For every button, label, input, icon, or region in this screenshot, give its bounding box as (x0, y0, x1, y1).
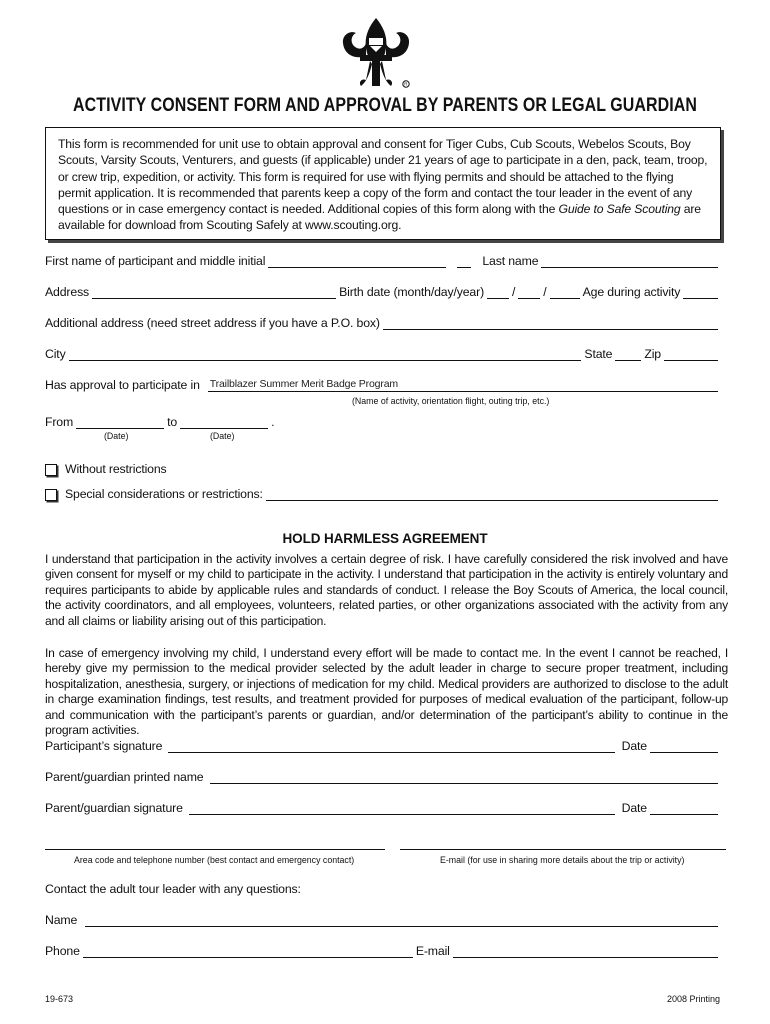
leader-phone-field[interactable] (83, 946, 413, 958)
approval-row (45, 378, 721, 392)
contact-heading-row (45, 882, 721, 896)
additional-address-label: Additional address (need street address if you have a P.O. box) (45, 316, 380, 330)
special-considerations-field[interactable] (266, 489, 718, 501)
form-number: 19-673 (45, 994, 74, 1004)
last-name-field[interactable] (541, 256, 718, 268)
birth-month-field[interactable] (487, 287, 509, 299)
activity-name-field[interactable] (208, 380, 718, 392)
leader-email-field[interactable] (453, 946, 718, 958)
from-date-caption: (Date) (104, 431, 129, 441)
intro-box (45, 127, 721, 240)
participant-signature-field[interactable] (168, 741, 614, 753)
city-field[interactable] (69, 349, 582, 361)
city-row (45, 347, 721, 361)
to-date-field[interactable] (180, 417, 268, 429)
to-label: to (167, 415, 178, 429)
guardian-date-field[interactable] (650, 803, 718, 815)
age-field[interactable] (683, 287, 718, 299)
additional-address-field[interactable] (383, 318, 718, 330)
email-caption: E-mail (for use in sharing more details about the trip or activity) (440, 855, 685, 865)
guide-title: Guide to Safe Scouting (558, 202, 681, 217)
svg-text:R: R (404, 81, 408, 87)
printed-name-field[interactable] (210, 772, 719, 784)
leader-name-field[interactable] (85, 915, 718, 927)
date-slash: / (543, 285, 547, 299)
phone-caption: Area code and telephone number (best contact and emergency contact) (74, 855, 355, 865)
birth-year-field[interactable] (550, 287, 580, 299)
guardian-signature-label: Parent/guardian signature (45, 801, 183, 815)
guardian-signature-row (45, 801, 721, 815)
birth-date-label: Birth date (month/day/year) (339, 285, 485, 299)
leader-email-label: E-mail (415, 944, 450, 958)
guardian-date-label: Date (621, 801, 647, 815)
without-restrictions-label: Without restrictions (65, 462, 167, 476)
email-field[interactable] (400, 849, 726, 850)
emergency-paragraph: In case of emergency involving my child, I understand every effort will be made to contact me. In the event I cannot be reached, I hereby give my permission to the medical provider selected by the adult leader in charge to secure proper treatment, including hospitalization, anesthesia, surgery, or injections of medication for my child. Medical providers are authorized to disclose to the adult in charge examination findings, test results, and treatment provided for purposes of medical evaluation of the participant, follow-up and communication with the participant’s parents or guardian, and/or determination of the participant’s ability to continue in the program activities. (45, 646, 728, 738)
address-label: Address (45, 285, 90, 299)
first-name-label: First name of participant and middle initial (45, 254, 266, 268)
printed-name-row (45, 770, 721, 784)
printed-name-label: Parent/guardian printed name (45, 770, 204, 784)
participant-date-label: Date (621, 739, 647, 753)
special-considerations-row (45, 487, 721, 501)
leader-phone-row (45, 944, 721, 958)
state-label: State (584, 347, 613, 361)
name-row (45, 254, 721, 268)
intro-text: This form is recommended for unit use to obtain approval and consent for Tiger Cubs, Cub Scouts, Webelos Scouts, Boy Scouts, Varsity Scouts, Venturers, and guests (if applicable) under 21 years of age to participate in a den, pack, team, troop, or crew trip, expedition, or activity. This form is required for use with flying permits and should be attached to the flying permit application. It is recommended that parents keep a copy of the form and contact the tour leader in the event of any questions or in case emergency contact is needed. Additional copies of this form along with the (58, 137, 708, 217)
contact-heading: Contact the adult tour leader with any questions: (45, 882, 301, 896)
without-restrictions-row (45, 462, 721, 476)
period: . (271, 415, 275, 429)
participant-date-field[interactable] (650, 741, 718, 753)
leader-name-label: Name (45, 913, 78, 927)
last-name-label: Last name (482, 254, 539, 268)
checkbox-icon[interactable] (45, 464, 57, 476)
printing-year: 2008 Printing (666, 994, 720, 1004)
leader-phone-label: Phone (45, 944, 80, 958)
address-field[interactable] (92, 287, 336, 299)
checkbox-icon[interactable] (45, 489, 57, 501)
phone-field[interactable] (45, 849, 385, 850)
zip-field[interactable] (664, 349, 718, 361)
address-row (45, 285, 721, 299)
first-name-field[interactable] (268, 256, 446, 268)
special-considerations-label: Special considerations or restrictions: (65, 487, 263, 501)
activity-name-value: Trailblazer Summer Merit Badge Program (209, 378, 398, 390)
date-range-row (45, 415, 305, 429)
from-label: From (45, 415, 74, 429)
bsa-fleur-de-lis-logo-icon (336, 16, 416, 90)
additional-address-row (45, 316, 721, 330)
approval-label: Has approval to participate in (45, 378, 200, 392)
zip-label: Zip (644, 347, 661, 361)
date-slash: / (512, 285, 516, 299)
age-label: Age during activity (582, 285, 681, 299)
form-title: ACTIVITY CONSENT FORM AND APPROVAL BY PARENTS OR LEGAL GUARDIAN (73, 95, 697, 116)
hold-harmless-paragraph: I understand that participation in the activity involves a certain degree of risk. I have carefully considered the risk involved and have given consent for myself or my child to participate in the activity. I understand that participation in the activity is entirely voluntary and requires participants to abide by applicable rules and standards of conduct. I release the Boy Scouts of America, the local council, the activity coordinators, and all employees, volunteers, related parties, or other organizations associated with the activity from any and all claims or liability arising out of this participation. (45, 552, 728, 628)
intro-text-end: are available for download from Scouting Safely at www.scouting.org. (58, 202, 701, 233)
birth-day-field[interactable] (518, 287, 540, 299)
from-date-field[interactable] (76, 417, 164, 429)
leader-name-row (45, 913, 721, 927)
middle-initial-field[interactable] (457, 256, 471, 268)
hold-harmless-heading: HOLD HARMLESS AGREEMENT (282, 531, 488, 546)
participant-signature-row (45, 739, 721, 753)
to-date-caption: (Date) (210, 431, 235, 441)
activity-name-caption: (Name of activity, orientation flight, outing trip, etc.) (352, 396, 550, 406)
guardian-signature-field[interactable] (189, 803, 615, 815)
state-field[interactable] (615, 349, 641, 361)
city-label: City (45, 347, 66, 361)
participant-signature-label: Participant’s signature (45, 739, 163, 753)
